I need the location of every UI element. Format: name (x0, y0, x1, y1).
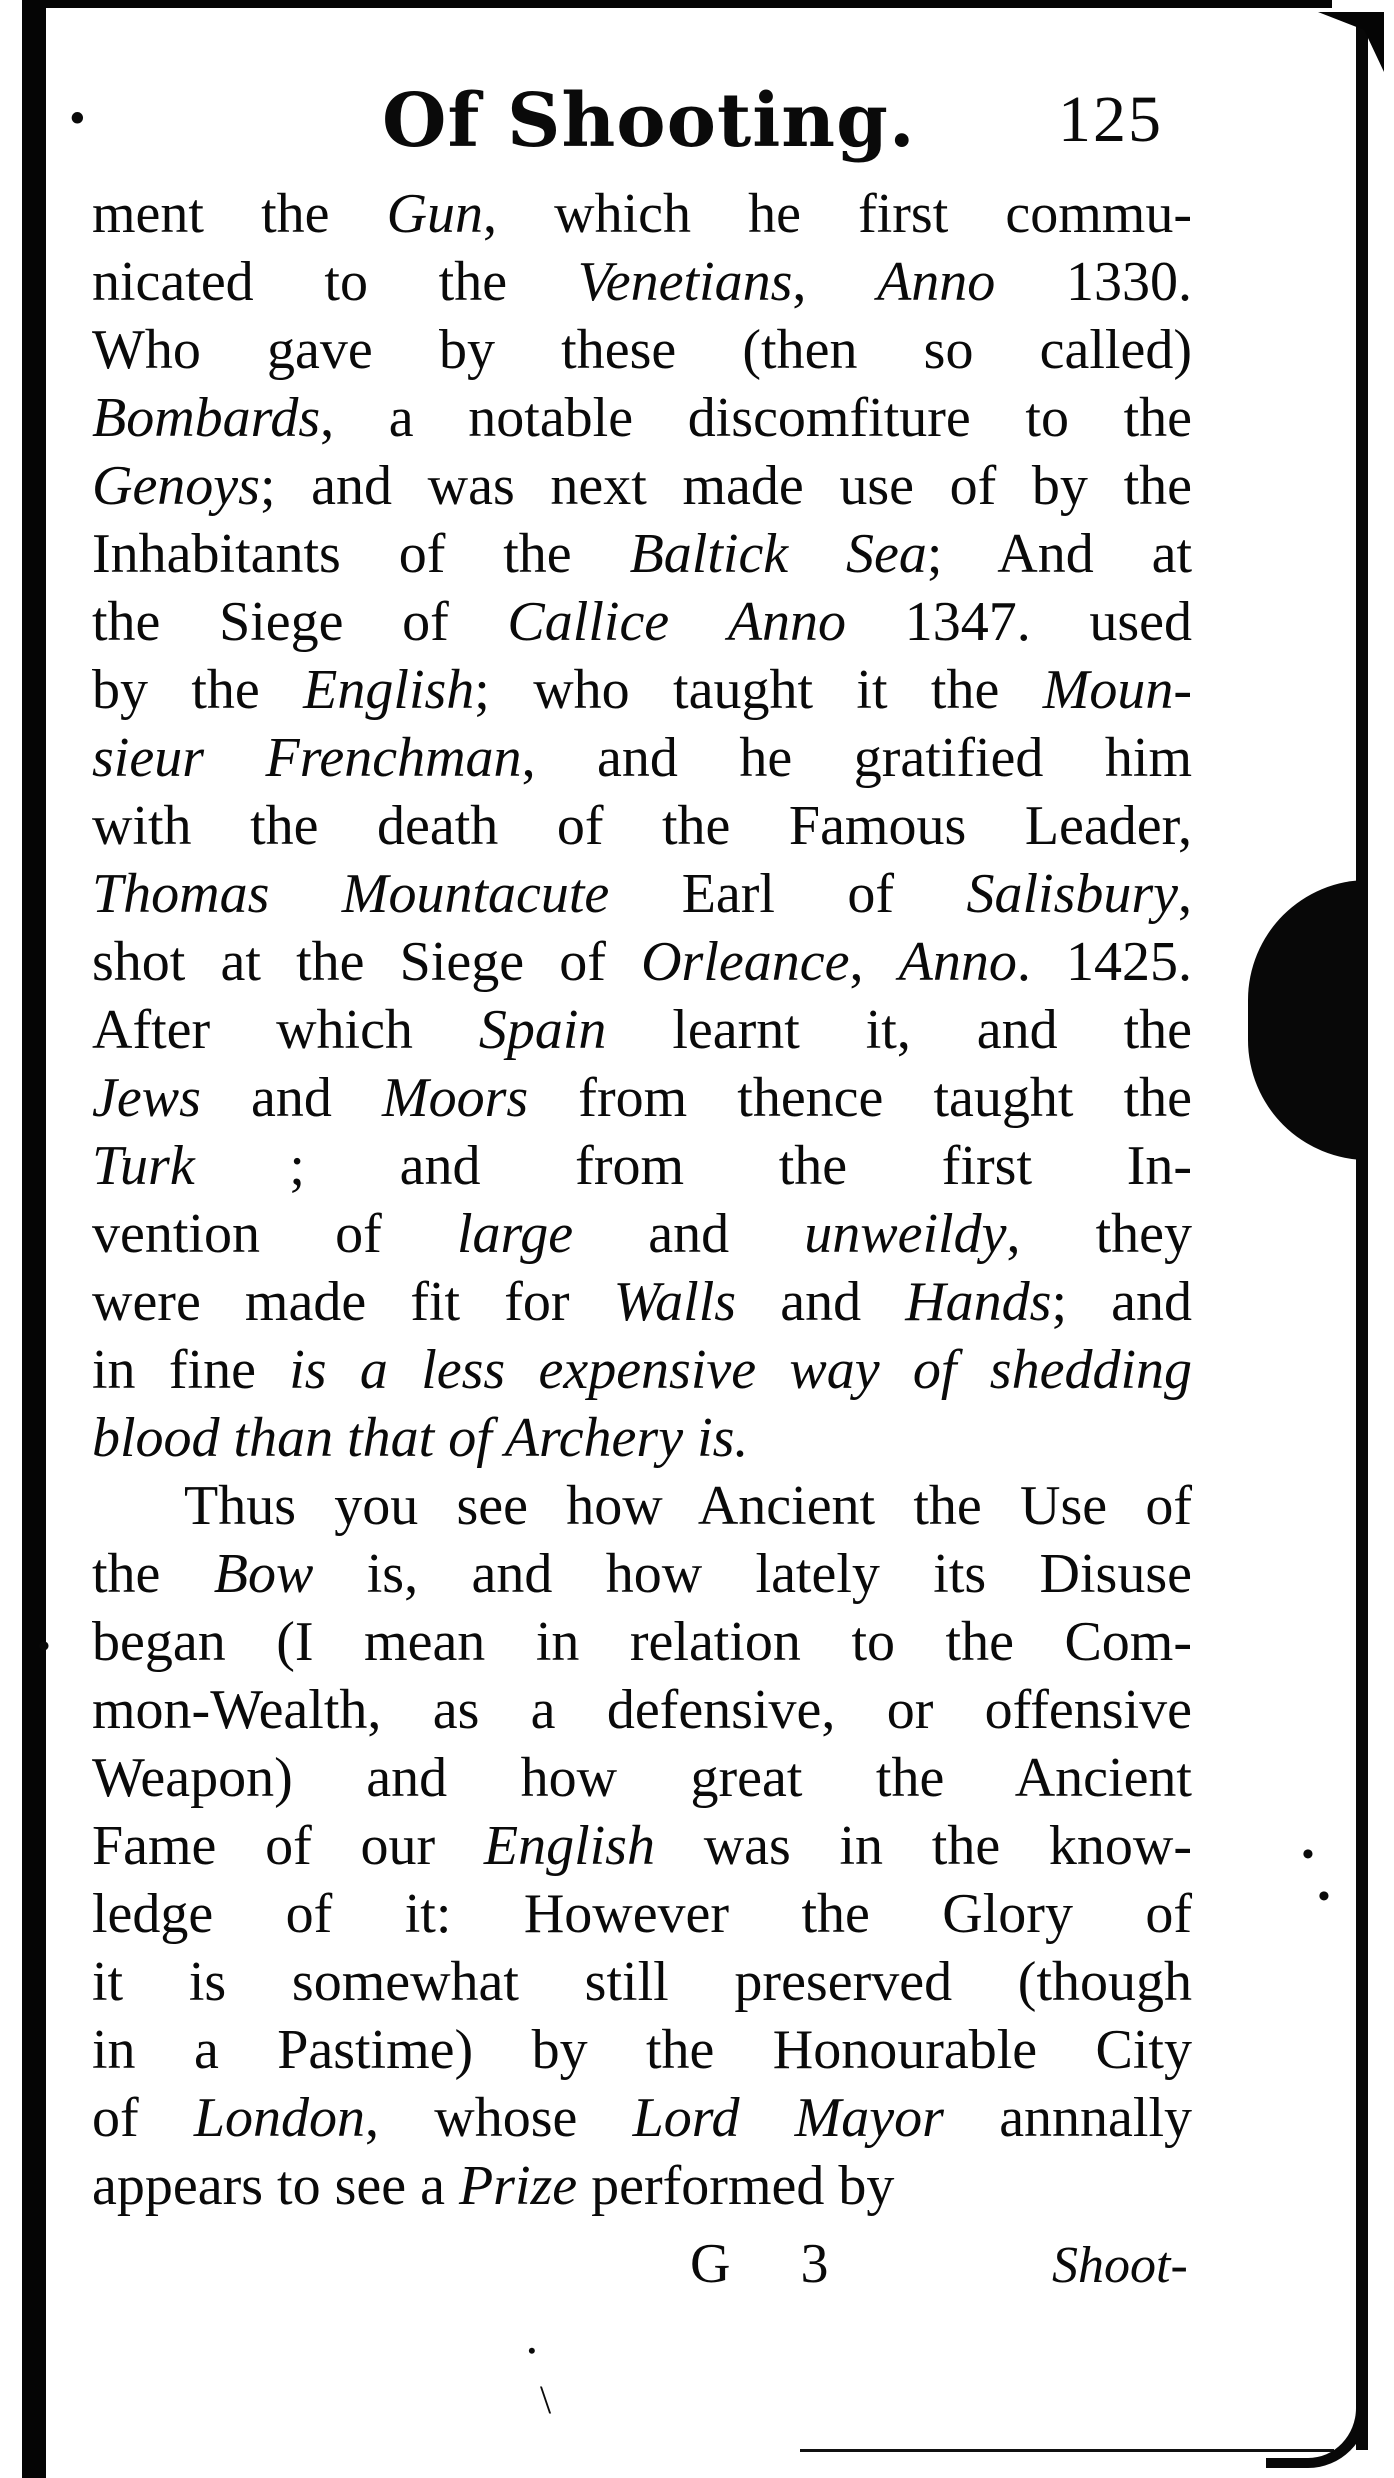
text-line (92, 1744, 1192, 1812)
text-run: the Siege of (92, 591, 508, 653)
scan-border-left (22, 0, 46, 2478)
paragraph-1 (92, 180, 1192, 1472)
italic-run: Lord Mayor (632, 2087, 944, 2149)
italic-run: blood than that of Archery is. (92, 1407, 749, 1469)
text-line (92, 1336, 1192, 1404)
text-run: and (200, 1067, 382, 1129)
text-run: from thence taught the (528, 1067, 1193, 1129)
italic-run: Anno (898, 931, 1017, 993)
text-run: by the (92, 659, 304, 721)
italic-run: Thomas Mountacute (92, 863, 610, 925)
text-run: Who gave by these (then so called) (92, 319, 1192, 381)
text-run: 1347. used (846, 591, 1192, 653)
text-run: nicated to the (92, 251, 578, 313)
text-run: performed by (577, 2155, 895, 2217)
italic-run: is a less expensive way of shedding (289, 1339, 1193, 1401)
page-curl-bottom (1266, 2348, 1368, 2468)
text-line (92, 2152, 1192, 2220)
italic-run: Bombards (92, 387, 321, 449)
text-run: ledge of it: However the Glory of (92, 1883, 1192, 1945)
italic-run: Turk (92, 1135, 195, 1197)
scan-corner-shadow (1318, 12, 1384, 72)
text-run: 1330. (995, 251, 1193, 313)
text-line (92, 860, 1192, 928)
paragraph-2 (92, 1472, 1192, 2220)
italic-run: Callice (507, 591, 670, 653)
italic-run: Prize (458, 2155, 578, 2217)
text-run: appears to see a (92, 2155, 459, 2217)
body-text (92, 180, 1192, 2220)
page-header (0, 70, 1394, 170)
italic-run: Jews (92, 1067, 201, 1129)
margin-dot: • (528, 2338, 536, 2363)
catchword: Shoot- (1052, 2237, 1188, 2294)
text-run: ; And at (926, 523, 1193, 585)
text-line (92, 2016, 1192, 2084)
italic-run: unweildy (804, 1203, 1007, 1265)
italic-run: Moors (381, 1067, 529, 1129)
italic-run: Genoys (92, 455, 260, 517)
text-run: , (792, 251, 878, 313)
italic-run: Moun- (1042, 659, 1192, 721)
page-number: 125 (1058, 83, 1163, 156)
italic-run: Baltick Sea (629, 523, 927, 585)
margin-mark: \ (540, 2377, 552, 2422)
scan-border-right (1356, 20, 1368, 2450)
italic-run: Anno (727, 591, 847, 653)
text-run (669, 591, 728, 653)
margin-dot: • (1318, 1878, 1330, 1915)
text-run: Inhabitants of the (92, 523, 630, 585)
text-line (92, 1064, 1192, 1132)
text-line (92, 1404, 1192, 1472)
text-run: of (92, 2087, 194, 2149)
text-line (92, 1200, 1192, 1268)
text-run: was in the know- (654, 1815, 1192, 1877)
text-run: and (573, 1203, 805, 1265)
running-head: Of Shooting. (382, 78, 916, 164)
text-run: shot at the Siege of (92, 931, 642, 993)
text-run: Thus you see how Ancient the Use of (184, 1475, 1192, 1537)
text-run: After which (92, 999, 479, 1061)
text-line (92, 2084, 1192, 2152)
text-run: ; who taught it the (474, 659, 1043, 721)
text-run: ; and was next made use of by the (259, 455, 1192, 517)
text-run: ment the (92, 183, 387, 245)
italic-run: English (303, 659, 475, 721)
scan-border-bottom (800, 2449, 1334, 2452)
italic-run: Anno (877, 251, 996, 313)
italic-run: Salisbury (966, 863, 1179, 925)
text-line (92, 180, 1192, 248)
text-run: Weapon) and how great the Ancient (92, 1747, 1192, 1809)
scan-border-top (22, 0, 1332, 8)
text-run: , a notable discomfiture to the (320, 387, 1192, 449)
text-run: it is somewhat still preserved (though (92, 1951, 1192, 2013)
page-footer (0, 2232, 1394, 2312)
text-run: in fine (92, 1339, 290, 1401)
text-line (92, 520, 1192, 588)
italic-run: sieur Frenchman (92, 727, 522, 789)
italic-run: Orleance (641, 931, 850, 993)
text-run: is, and how lately its Disuse (313, 1543, 1192, 1605)
italic-run: Spain (478, 999, 607, 1061)
italic-run: London (193, 2087, 366, 2149)
italic-run: large (456, 1203, 574, 1265)
text-run: , (1178, 863, 1193, 925)
italic-run: Hands (905, 1271, 1052, 1333)
text-run: . 1425. (1016, 931, 1193, 993)
text-line (92, 656, 1192, 724)
text-run: ; and (1051, 1271, 1192, 1333)
text-run: learnt it, and the (606, 999, 1192, 1061)
italic-run: Bow (213, 1543, 314, 1605)
italic-run: Walls (613, 1271, 737, 1333)
text-run: in a Pastime) by the Honourable City (92, 2019, 1192, 2081)
text-run: vention of (92, 1203, 457, 1265)
italic-run: Gun (386, 183, 484, 245)
text-run: , they (1006, 1203, 1193, 1265)
text-line (92, 1268, 1192, 1336)
text-run: , and he gratified him (521, 727, 1192, 789)
italic-run: English (483, 1815, 655, 1877)
signature-mark: G 3 (690, 2233, 857, 2295)
text-line (92, 452, 1192, 520)
text-run: with the death of the Famous Leader, (92, 795, 1192, 857)
text-line (92, 1948, 1192, 2016)
text-line (92, 928, 1192, 996)
text-line (92, 1132, 1192, 1200)
text-line (92, 1880, 1192, 1948)
italic-run: Venetians (577, 251, 793, 313)
text-run: and (736, 1271, 906, 1333)
text-run: , whose (365, 2087, 633, 2149)
text-run: the (92, 1543, 214, 1605)
text-line (92, 792, 1192, 860)
text-run: , (849, 931, 899, 993)
text-run: began (I mean in relation to the Com- (92, 1611, 1192, 1673)
text-line (92, 384, 1192, 452)
margin-dot: • (70, 96, 85, 142)
text-line (92, 1472, 1192, 1540)
page-edge-tab (1248, 880, 1368, 1160)
text-run: were made fit for (92, 1271, 614, 1333)
text-run: annnally (943, 2087, 1193, 2149)
text-run: Earl of (609, 863, 967, 925)
margin-dot: • (38, 1628, 50, 1665)
text-line (92, 724, 1192, 792)
text-line (92, 996, 1192, 1064)
margin-dot: • (1302, 1836, 1314, 1873)
text-line (92, 1676, 1192, 1744)
text-line (92, 588, 1192, 656)
text-line (92, 1812, 1192, 1880)
text-line (92, 316, 1192, 384)
text-run: ; and from the first In- (194, 1135, 1192, 1197)
text-line (92, 1608, 1192, 1676)
text-line (92, 1540, 1192, 1608)
text-run: , which he first commu- (483, 183, 1192, 245)
text-run: mon-Wealth, as a defensive, or offensive (92, 1679, 1192, 1741)
text-line (92, 248, 1192, 316)
text-run: Fame of our (92, 1815, 484, 1877)
